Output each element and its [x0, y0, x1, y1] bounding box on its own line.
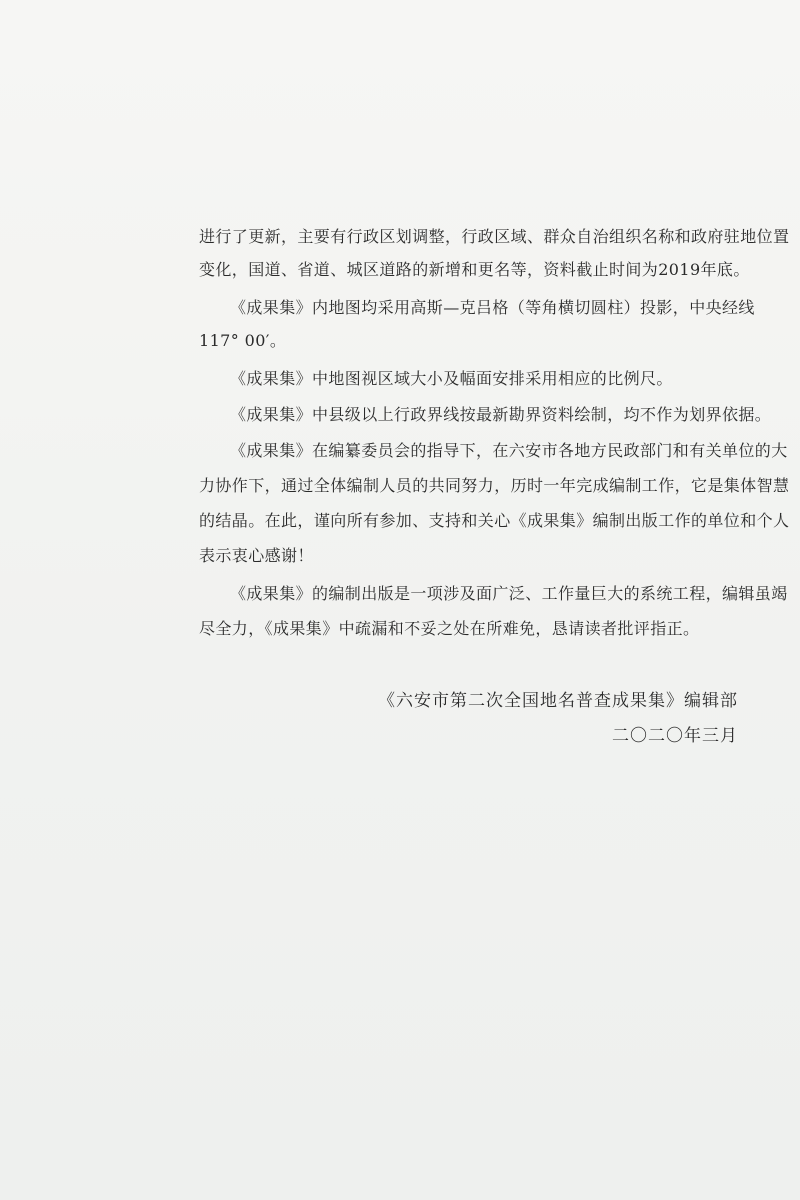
paragraph-4-line-1: 《成果集》中县级以上行政界线按最新勘界资料绘制，均不作为划界依据。 [230, 405, 772, 424]
signature-date: 二〇二〇年三月 [612, 726, 738, 746]
paragraph-6-line-2: 尽全力，《成果集》中疏漏和不妥之处在所难免，恳请读者批评指正。 [199, 619, 700, 638]
signature-editor: 《六安市第二次全国地名普查成果集》编辑部 [378, 691, 738, 711]
paragraph-2-line-1: 《成果集》内地图均采用高斯—克吕格（等角横切圆柱）投影，中央经线 [230, 298, 755, 317]
paragraph-2-line-2: 117° 00′。 [199, 331, 287, 350]
paragraph-1-line-2: 变化，国道、省道、城区道路的新增和更名等，资料截止时间为2019年底。 [199, 260, 750, 279]
paragraph-6-line-1: 《成果集》的编制出版是一项涉及面广泛、工作量巨大的系统工程，编辑虽竭 [230, 584, 788, 603]
paragraph-5-line-2: 力协作下，通过全体编制人员的共同努力，历时一年完成编制工作，它是集体智慧 [199, 476, 790, 495]
paragraph-5-line-1: 《成果集》在编纂委员会的指导下，在六安市各地方民政部门和有关单位的大 [230, 441, 788, 460]
paragraph-5-line-3: 的结晶。在此，谨向所有参加、支持和关心《成果集》编制出版工作的单位和个人 [199, 511, 790, 530]
paragraph-1-line-1: 进行了更新，主要有行政区划调整，行政区域、群众自治组织名称和政府驻地位置 [199, 227, 790, 246]
paragraph-3-line-1: 《成果集》中地图视区域大小及幅面安排采用相应的比例尺。 [230, 369, 673, 388]
paragraph-5-line-4: 表示衷心感谢！ [199, 546, 314, 565]
